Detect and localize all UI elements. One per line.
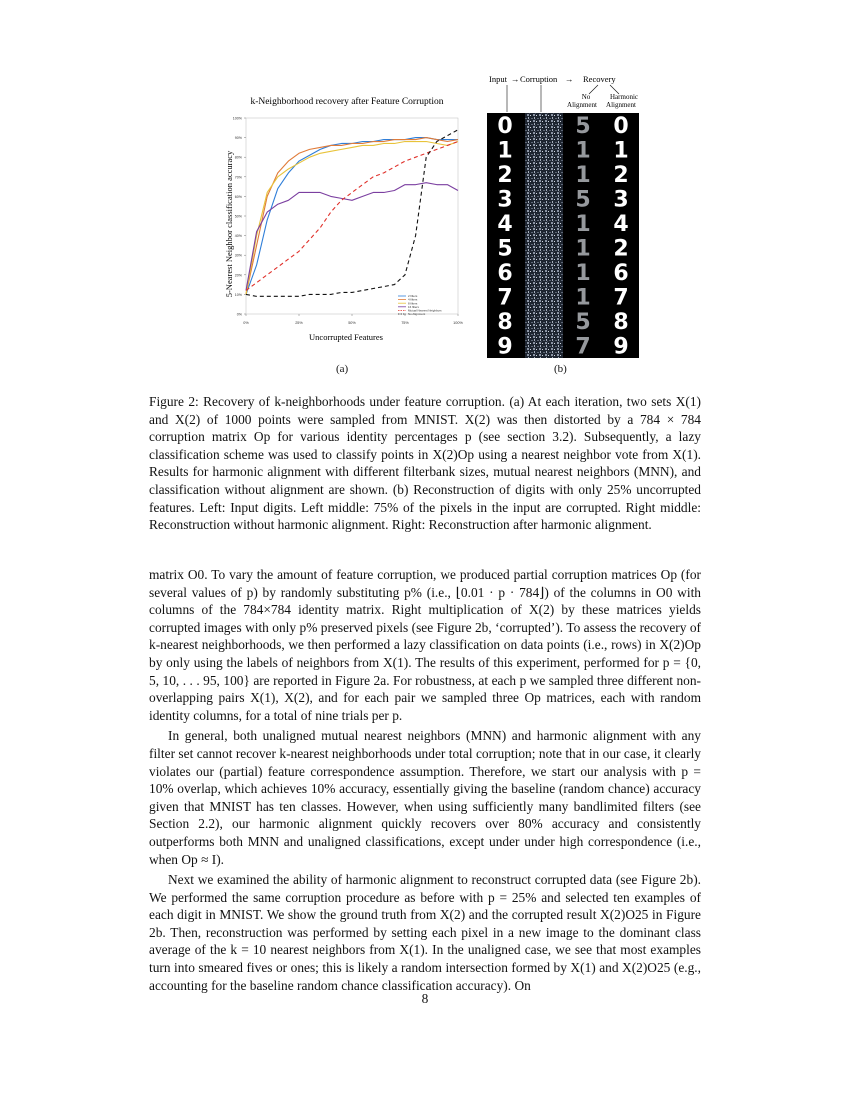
y-tick-label: 20% [234,273,242,278]
digit-glyph: 4 [497,212,513,238]
y-tick-label: 80% [234,155,242,160]
x-tick-label: 0% [243,321,249,325]
digit-glyph: 6 [497,261,513,287]
y-tick-label: 50% [234,214,242,219]
digit-glyph: 1 [575,163,591,189]
series-line-mutual-nearest-neighbors [246,142,458,291]
legend-label: No Alignment [408,312,426,317]
y-tick-label: 90% [234,136,242,141]
digit-glyph: 1 [575,285,591,311]
corrupted-digits-column [525,113,563,358]
digit-glyph: 2 [497,163,513,189]
chart-legend [398,294,442,316]
caption-text: Recovery of k-neighborhoods under feature corruption. (a) At each iteration, two sets X(1) and X(2) of 1000 points were sampled from MNIST. X(2) was then distorted by a 784 × 784 corruption matrix Op for various identity percentages p (see section 3.2). Subsequently, a lazy classification scheme was used to classify points in X(2)Op using a nearest neighbor vote from X(1). Results for harmonic alignment with different filterbank sizes, mutual nearest neighbors (MNN), and classification without alignment are shown. (b) Reconstruction of digits with only 25% uncorrupted features. Left: Input digits. Left middle: 75% of the pixels in the input are corrupted. Right middle: Reconstruction without harmonic alignment. Right: Reconstruction after harmonic alignment. [149,394,701,533]
harmonic-alignment-digits-column [613,114,628,360]
series-line-2-filters [246,138,458,295]
header-no-alignment-1: No [581,93,591,101]
digit-glyph: 0 [613,114,629,140]
digit-glyph: 0 [497,114,513,140]
subfigure-b-label: (b) [554,363,567,375]
no-alignment-digits-column [575,114,590,360]
digit-glyph: 3 [497,187,513,213]
digit-glyph: 1 [575,212,591,238]
y-tick-label: 30% [234,253,242,258]
body-text [149,566,701,994]
digit-glyph: 1 [575,236,591,262]
figure-caption [149,393,701,534]
digit-glyph: 5 [497,236,513,262]
y-tick-label: 60% [234,194,242,199]
digit-glyph: 4 [613,212,629,238]
x-tick-label: 25% [295,321,303,325]
accuracy-line-chart [222,92,472,348]
chart-xlabel: Uncorrupted Features [309,332,383,342]
digits-header [489,74,638,112]
series-line-8-filters [246,142,458,295]
digit-glyph: 1 [575,261,591,287]
digit-reconstruction-panel [485,72,641,360]
header-recovery: Recovery [583,74,616,84]
x-tick-label: 100% [453,321,463,325]
x-tick-label: 75% [401,321,409,325]
x-tick-label: 50% [348,321,356,325]
digit-glyph: 7 [575,334,591,360]
digit-glyph: 7 [497,285,513,311]
input-digits-column [497,114,512,360]
digit-glyph: 9 [613,334,629,360]
header-harmonic-1: Harmonic [610,93,638,101]
digit-glyph: 3 [613,187,629,213]
body-paragraph-3: Next we examined the ability of harmonic alignment to reconstruct corrupted data (see Figure 2b). We performed the same corruption procedure as before with p = 25% and selected ten examples of each digit in MNIST. We show the ground truth from X(2) and the corrupted result X(2)O25 in Figure 2b. Then, reconstruction was performed by setting each pixel in a new image to the dominant class average of the k = 10 nearest neighbors from X(1). In the unaligned case, we see that most examples turn into smeared fives or ones; this is likely a random intersection formed by X(1) and X(2)O25 (e.g., accounting for the baseline random chance classification accuracy). On [149,872,701,993]
y-tick-label: 100% [232,116,242,121]
series-line-no-alignment [246,130,458,297]
header-no-alignment-2: Alignment [567,101,597,109]
digit-glyph: 5 [575,187,591,213]
digit-glyph: 1 [613,138,629,164]
digit-glyph: 6 [613,261,629,287]
header-arrow-2: → [565,74,574,84]
legend-label: Mutual Nearest Neighbors [408,308,442,313]
y-tick-label: 0% [236,312,242,317]
series-line-16-filters [246,183,458,291]
digit-glyph: 8 [613,310,629,336]
header-arrow-1: → [511,74,520,84]
legend-label: 8 filters [408,301,418,306]
caption-label: Figure 2: [149,394,199,409]
digit-glyph: 2 [613,236,629,262]
header-input: Input [489,74,507,84]
digit-glyph: 7 [613,285,629,311]
y-tick-label: 40% [234,234,242,239]
page-number: 8 [421,991,429,1006]
y-tick-label: 70% [234,175,242,180]
legend-label: 16 filters [408,304,419,309]
digit-glyph: 5 [575,114,591,140]
digit-glyph: 5 [575,310,591,336]
legend-label: 2 filters [408,294,418,299]
header-harmonic-2: Alignment [606,101,636,109]
digit-glyph: 9 [497,334,513,360]
digit-glyph: 1 [575,138,591,164]
body-paragraph-2: In general, both unaligned mutual nearest neighbors (MNN) and harmonic alignment with any filter set cannot recover k-nearest neighborhoods under total corruption; note that in our case, it clearly violates our (partial) feature correspondence assumption. Therefore, we start our analysis with p = 10% overlap, which achieves 10% accuracy, essentially giving the baseline (random chance) accuracy given that MNIST has ten classes. However, when using sufficiently many bandlimited filters (see Section 2.2), our harmonic alignment quickly recovers over 80% accuracy and consistently outperforms both MNN and unaligned classifications, except under under high correspondence (i.e., when Op ≈ I). [149,728,701,867]
y-tick-label: 10% [234,292,242,297]
body-paragraph-1: matrix O0. To vary the amount of feature corruption, we produced partial corruption matrices Op (for several values of p) by randomly substituting p% (i.e., ⌊0.01 · p · 784⌋) of the columns in O0 with columns of the 784×784 identity matrix. Right multiplication of X(2) by these matrices yields corrupted images with only p% preserved pixels (see Figure 2b, ‘corrupted’). To assess the recovery of k-nearest neighborhoods, we then performed a lazy classification on data points (i.e., rows) in X(2)Op by only using the labels of neighbors from X(1). The results of this experiment, performed for p = {0, 5, 10, . . . 95, 100} are reported in Figure 2a. For robustness, at each p we sampled three different non-overlapping pairs X(1), X(2), and for each pair we sampled three Op matrices, each with random identity columns, for a total of nine trials per p. [149,567,701,723]
digit-glyph: 1 [497,138,513,164]
chart-series-group [246,130,458,297]
legend-label: 4 filters [408,297,418,302]
chart-ylabel: 5-Nearest Neighbor classification accuracy [224,150,234,298]
digit-glyph: 2 [613,163,629,189]
header-corruption: Corruption [520,74,558,84]
digit-glyph: 8 [497,310,513,336]
series-line-4-filters [246,138,458,295]
subfigure-a-label: (a) [336,363,349,375]
chart-title: k-Neighborhood recovery after Feature Corruption [250,97,444,107]
